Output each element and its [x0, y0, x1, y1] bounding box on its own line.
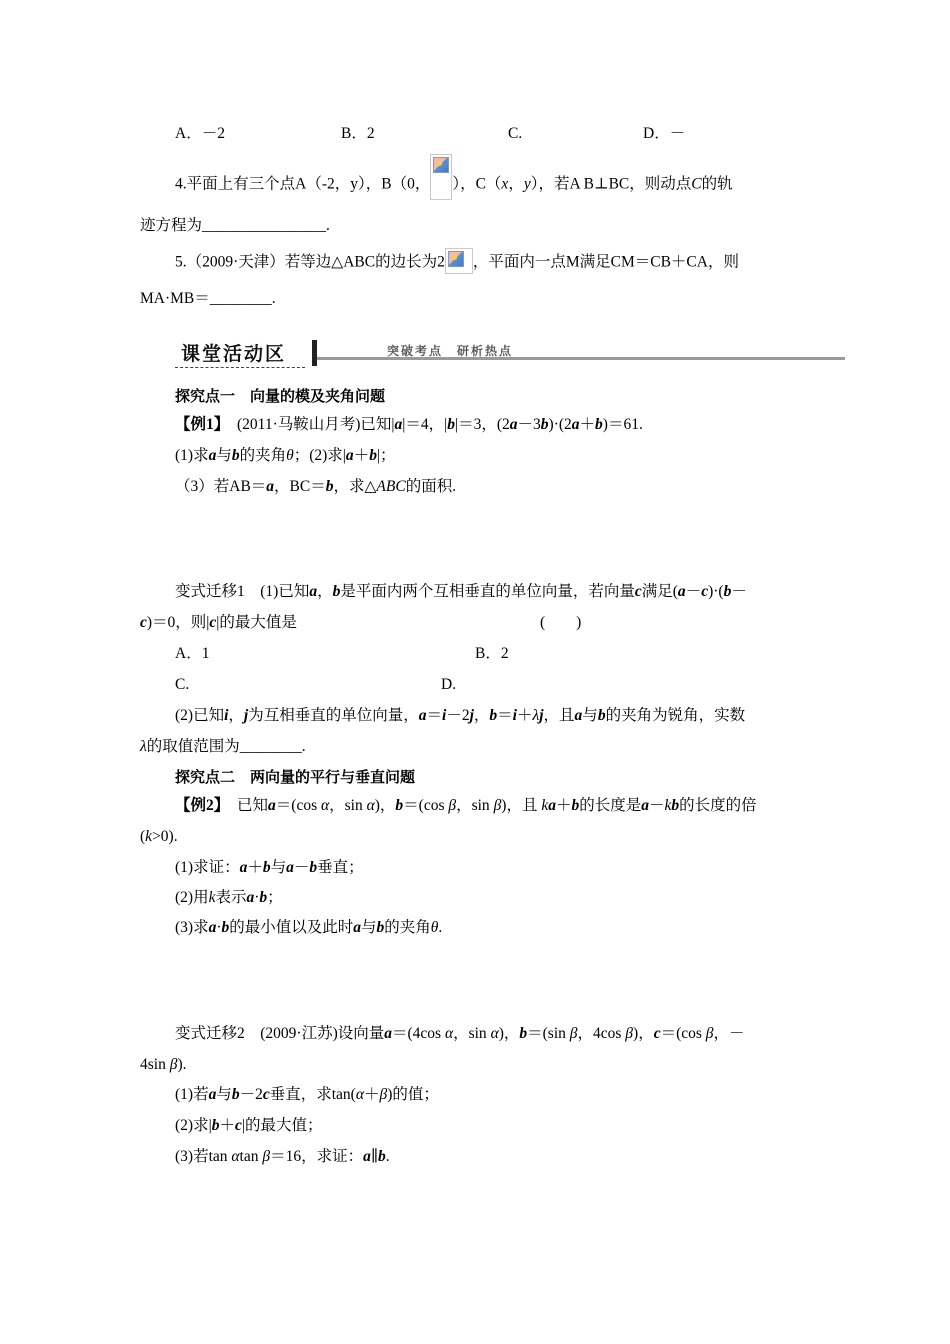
image-icon [448, 251, 464, 267]
example-1: 【例1】 (2011·马鞍山月考)已知|a|＝4，|b|＝3，(2a－3b)·(2a＋b)＝61. [175, 416, 643, 433]
q3-option-b: B．2 [341, 125, 375, 142]
q3-option-a: A．－2 [175, 125, 225, 142]
image-icon [433, 157, 449, 173]
variant-1-part-2-line2: λ的取值范围为________. [140, 738, 306, 755]
section-banner [175, 336, 845, 370]
example-2-part-1: (1)求证：a＋b与a－b垂直； [175, 859, 364, 876]
q3-option-c: C. [508, 125, 523, 142]
question-4-line2: 迹方程为________________. [140, 217, 330, 234]
example-2-part-2: (2)用k表示a·b； [175, 889, 283, 906]
question-5-line2: MA·MB＝________. [140, 290, 276, 307]
banner-divider-bar [312, 340, 317, 366]
variant-1-line2: c)＝0，则|c|的最大值是 [140, 614, 297, 631]
banner-dash-underline [175, 367, 305, 368]
example-1-part-1-2: (1)求a与b的夹角θ；(2)求|a＋b|； [175, 447, 396, 464]
section-2-heading: 探究点二 两向量的平行与垂直问题 [175, 768, 416, 786]
variant-1-part-2-line1: (2)已知i，j为互相垂直的单位向量，a＝i－2j，b＝i＋λj，且a与b的夹角为锐角，实数 [175, 707, 746, 724]
variant-2-part-1: (1)若a与b－2c垂直，求tan(α＋β)的值； [175, 1086, 439, 1103]
variant-2-line2: 4sin β). [140, 1056, 187, 1073]
banner-subtitle: 突破考点 研析热点 [387, 344, 514, 358]
answer-paren: ( ) [540, 614, 582, 631]
variant-2-line1: 变式迁移2 (2009·江苏)设向量a＝(4cos α，sin α)，b＝(sin β，4cos β)，c＝(cos β，－ [175, 1025, 745, 1042]
example-2-line2: (k>0). [140, 828, 178, 845]
example-2-part-3: (3)求a·b的最小值以及此时a与b的夹角θ. [175, 919, 443, 936]
variant-1-option-d: D. [441, 676, 457, 693]
q3-option-d: D．－ [643, 125, 686, 142]
section-1-heading: 探究点一 向量的模及夹角问题 [175, 387, 386, 405]
example-2-line1: 【例2】 已知a＝(cos α，sin α)，b＝(cos β，sin β)，且 ka＋b的长度是a－kb的长度的倍 [175, 797, 757, 814]
variant-2-part-3: (3)若tan αtan β＝16，求证：a∥b. [175, 1148, 390, 1165]
variant-1-option-a: A．1 [175, 645, 210, 662]
question-5-line1: 5.（2009·天津）若等边△ABC的边长为2 ，平面内一点M满足CM＝CB＋CA，则 [175, 252, 739, 274]
question-4-line1: 4.平面上有三个点A（-2，y），B（0， ），C（x，y），若A B⊥BC，则动点C的轨 [175, 170, 733, 200]
inline-image-placeholder [445, 248, 473, 274]
inline-image-placeholder [430, 154, 452, 200]
variant-2-part-2: (2)求|b＋c|的最大值； [175, 1117, 323, 1134]
variant-1-option-b: B．2 [475, 645, 509, 662]
variant-1-option-c: C. [175, 676, 190, 693]
variant-1-line1: 变式迁移1 (1)已知a，b是平面内两个互相垂直的单位向量，若向量c满足(a－c)·(b－ [175, 583, 747, 600]
banner-title: 课堂活动区 [181, 343, 287, 365]
example-1-part-3: （3）若AB＝a，BC＝b，求△ABC的面积. [175, 478, 457, 495]
